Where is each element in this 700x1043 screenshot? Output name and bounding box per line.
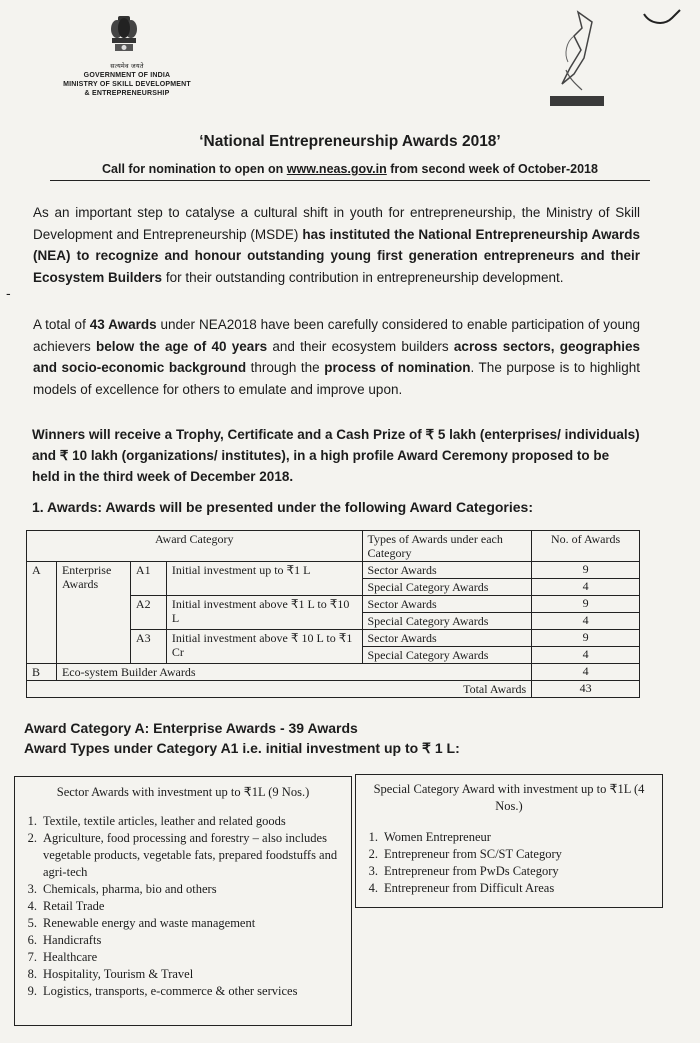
group-b-count: 4	[532, 664, 640, 681]
award-count-cell: 9	[532, 562, 640, 579]
govt-line: GOVERNMENT OF INDIA	[83, 72, 171, 79]
subtitle-rule	[50, 180, 650, 181]
list-item-text: Renewable energy and waste management	[43, 916, 256, 930]
section-1-heading: 1. Awards: Awards will be presented under the following Award Categories:	[32, 499, 533, 515]
special-category-box	[355, 774, 663, 908]
text-run: through the	[246, 360, 325, 375]
list-item	[356, 863, 662, 880]
list-item	[356, 829, 662, 846]
list-item	[356, 880, 662, 897]
award-type-cell: Sector Awards	[362, 562, 532, 579]
list-item-text: Entrepreneur from PwDs Category	[384, 864, 559, 878]
list-item	[15, 966, 345, 983]
header-award-types: Types of Awards under each Category	[362, 531, 532, 562]
handwritten-tick-icon	[640, 6, 686, 28]
neas-website-link[interactable]: www.neas.gov.in	[286, 162, 387, 176]
award-count-cell: 4	[532, 647, 640, 664]
bold-run: process of nomination	[324, 360, 471, 375]
subtitle-suffix: from second week of October-2018	[386, 162, 598, 176]
subgroup-code: A2	[130, 596, 166, 630]
trophy-logo-icon	[548, 10, 606, 108]
list-item-number: 4.	[27, 899, 37, 913]
list-item	[15, 949, 345, 966]
table-row	[27, 664, 640, 681]
award-count-cell: 4	[532, 579, 640, 596]
list-item-text: Handicrafts	[43, 933, 102, 947]
list-item-text: Logistics, transports, e-commerce & other services	[43, 984, 298, 998]
header-award-category: Award Category	[27, 531, 363, 562]
list-item-text: Retail Trade	[43, 899, 105, 913]
list-item-number: 2.	[27, 831, 37, 845]
winners-prize-paragraph: Winners will receive a Trophy, Certificate and a Cash Prize of ₹ 5 lakh (enterprises/ individuals) and ₹ 10 lakh (organizations/ institutes), in a high profile Award Ceremony proposed to be held in the third week of December 2018.	[32, 427, 640, 484]
list-item-number: 2.	[368, 847, 378, 861]
award-type-cell: Special Category Awards	[362, 647, 532, 664]
emblem-motto: सत्यमेव जयते	[110, 63, 144, 70]
intro-paragraph	[33, 202, 640, 288]
awards-count-paragraph	[33, 314, 640, 400]
sector-awards-box	[14, 776, 352, 1026]
list-item	[15, 932, 345, 949]
list-item-text: Textile, textile articles, leather and related goods	[43, 814, 286, 828]
ministry-line-2: & ENTREPRENEURSHIP	[84, 90, 170, 97]
subtitle-prefix: Call for nomination to open on	[102, 162, 287, 176]
bold-run: across sectors, geographies and socio-economic background	[33, 338, 640, 375]
list-item-text: Healthcare	[43, 950, 98, 964]
group-a-letter: A	[27, 562, 57, 664]
subgroup-desc: Initial investment above ₹1 L to ₹10 L	[166, 596, 362, 630]
subgroup-desc: Initial investment up to ₹1 L	[166, 562, 362, 596]
text-run: for their outstanding contribution in entrepreneurship development.	[162, 269, 564, 285]
nomination-subtitle	[50, 162, 650, 176]
list-item-number: 3.	[368, 864, 378, 878]
list-item-text: Women Entrepreneur	[384, 830, 491, 844]
list-item	[15, 915, 345, 932]
margin-dash-mark: -	[6, 285, 11, 301]
special-list	[356, 829, 662, 897]
list-item	[15, 830, 345, 881]
list-item-number: 1.	[368, 830, 378, 844]
bold-run: has instituted the National Entrepreneurship Awards (NEA) to recognize and honour outstanding young first generation entrepreneurs and their Ecosystem Builders	[33, 226, 640, 285]
group-b-letter: B	[27, 664, 57, 681]
list-item-number: 5.	[27, 916, 37, 930]
national-emblem-icon	[108, 14, 140, 60]
header-award-count: No. of Awards	[532, 531, 640, 562]
text-run: As an important step to catalyse a cultural shift in youth for entrepreneurship, the Ministry of Skill Development and Entrepreneurship (MSDE)	[33, 205, 640, 242]
ministry-block	[52, 62, 202, 98]
text-run: . The purpose is to highlight models of excellence for others to emulate and improve upon.	[33, 360, 641, 397]
total-label: Total Awards	[27, 681, 532, 698]
list-item	[15, 881, 345, 898]
award-type-cell: Sector Awards	[362, 630, 532, 647]
list-item-text: Agriculture, food processing and forestry – also includes vegetable products, vegetable fats, prepared foodstuffs and agri-tech	[43, 831, 338, 879]
award-categories-table	[26, 530, 640, 698]
list-item-number: 4.	[368, 881, 378, 895]
sector-box-title: Sector Awards with investment up to ₹1L (9 Nos.)	[56, 785, 310, 799]
list-item	[15, 983, 345, 1000]
list-item-text: Hospitality, Tourism & Travel	[43, 967, 194, 981]
list-item-text: Entrepreneur from Difficult Areas	[384, 881, 555, 895]
subgroup-code: A3	[130, 630, 166, 664]
bold-run: 43 Awards	[89, 317, 157, 332]
award-type-cell: Sector Awards	[362, 596, 532, 613]
table-header-row	[27, 531, 640, 562]
group-b-name: Eco-system Builder Awards	[56, 664, 531, 681]
sector-list	[15, 813, 351, 1000]
bold-run: below the age of 40 years	[96, 338, 268, 354]
list-item-text: Chemicals, pharma, bio and others	[43, 882, 217, 896]
award-type-cell: Special Category Awards	[362, 579, 532, 596]
list-item-number: 7.	[27, 950, 37, 964]
list-item	[15, 813, 345, 830]
award-type-cell: Special Category Awards	[362, 613, 532, 630]
list-item-number: 8.	[27, 967, 37, 981]
total-row	[27, 681, 640, 698]
award-count-cell: 4	[532, 613, 640, 630]
table-row	[27, 562, 640, 579]
list-item	[15, 898, 345, 915]
list-item	[356, 846, 662, 863]
total-count: 43	[532, 681, 640, 698]
subgroup-code: A1	[130, 562, 166, 596]
category-a1-heading: Award Types under Category A1 i.e. initial investment up to ₹ 1 L:	[24, 740, 460, 756]
list-item-number: 6.	[27, 933, 37, 947]
group-a-name: Enterprise Awards	[56, 562, 130, 664]
list-item-number: 9.	[27, 984, 37, 998]
award-count-cell: 9	[532, 630, 640, 647]
award-count-cell: 9	[532, 596, 640, 613]
category-a-heading: Award Category A: Enterprise Awards - 39 Awards	[24, 720, 358, 736]
list-item-text: Entrepreneur from SC/ST Category	[384, 847, 562, 861]
subgroup-desc: Initial investment above ₹ 10 L to ₹1 Cr	[166, 630, 362, 664]
text-run: under NEA2018 have been carefully considered to enable participation of young achievers	[33, 317, 640, 354]
special-box-title: Special Category Award with investment up to ₹1L (4 Nos.)	[373, 782, 645, 813]
text-run: and their ecosystem builders	[267, 338, 454, 354]
list-item-number: 1.	[27, 814, 37, 828]
text-run: A total of	[33, 317, 90, 332]
ministry-line: MINISTRY OF SKILL DEVELOPMENT	[63, 81, 191, 88]
page-title: ‘National Entrepreneurship Awards 2018’	[199, 133, 501, 150]
list-item-number: 3.	[27, 882, 37, 896]
